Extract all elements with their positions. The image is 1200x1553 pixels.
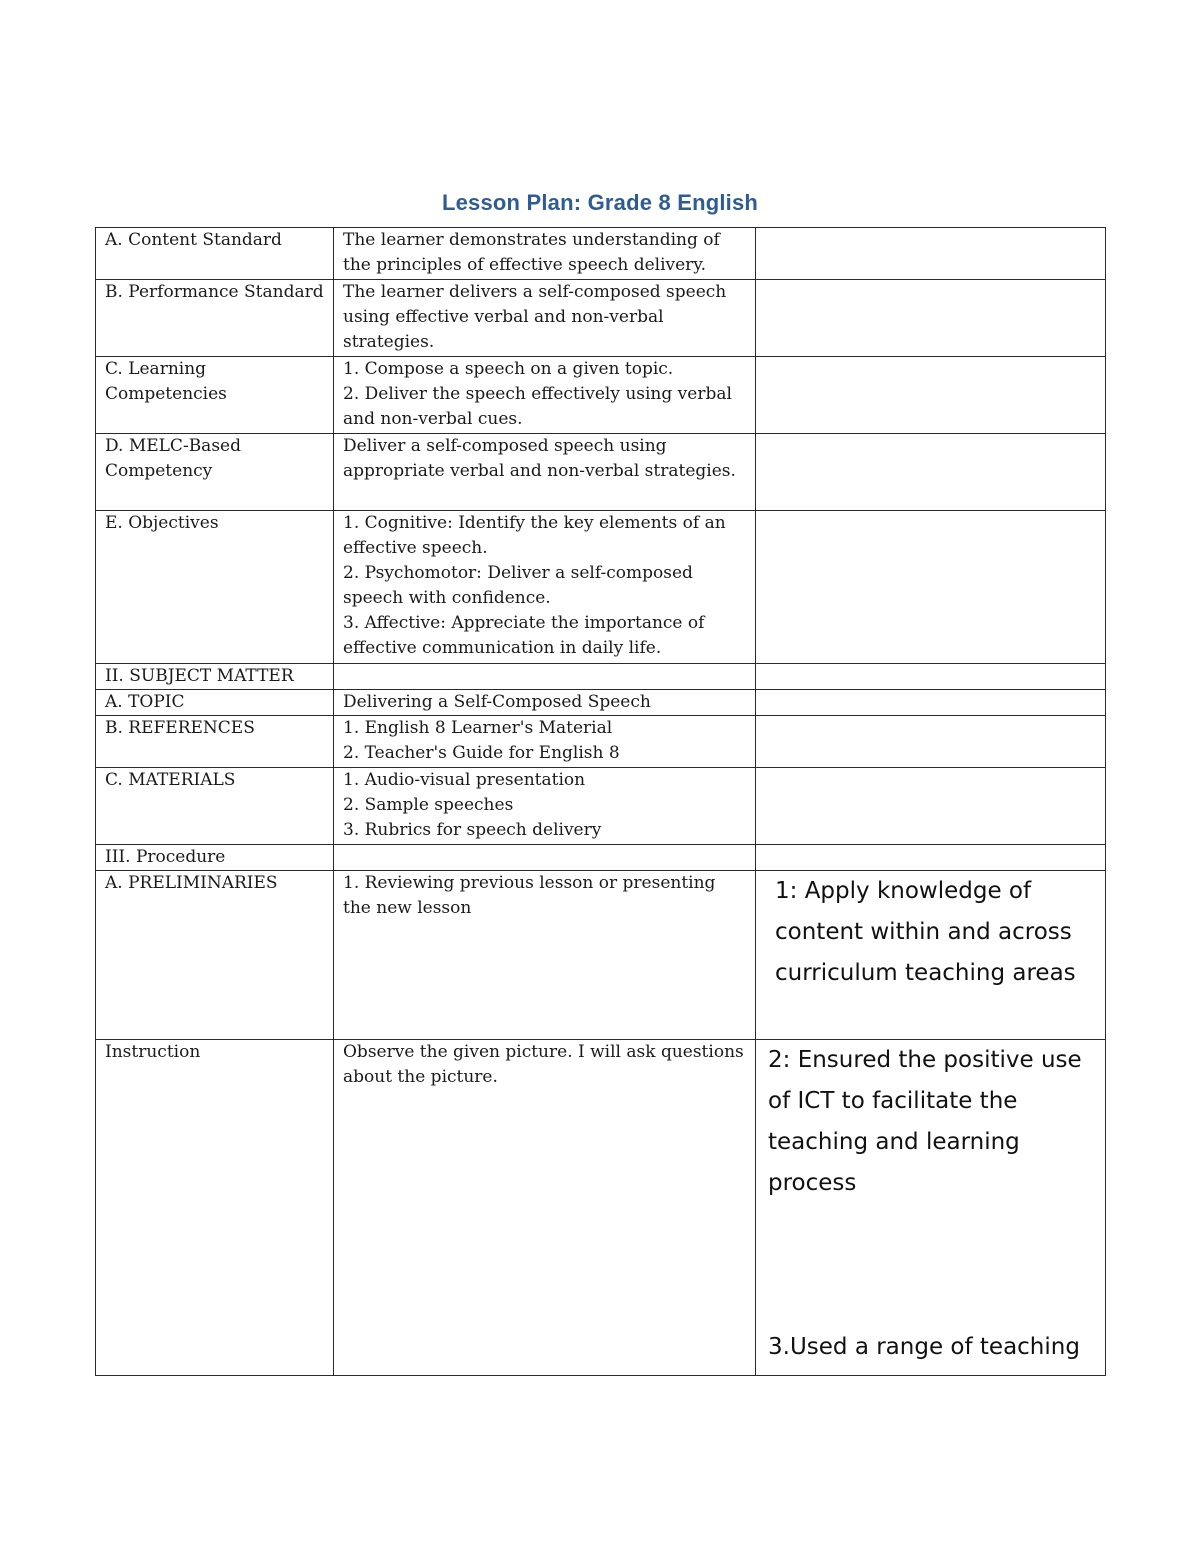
row-notes (756, 664, 1106, 690)
content-line: 1. Cognitive: Identify the key elements of an effective speech. (343, 513, 726, 558)
row-notes (756, 228, 1106, 280)
table-row (96, 357, 1106, 434)
row-notes (756, 511, 1106, 664)
row-content (334, 280, 756, 357)
content-line: 2. Teacher's Guide for English 8 (343, 743, 620, 763)
row-notes (756, 845, 1106, 871)
content-line: Observe the given picture. I will ask questions about the picture. (343, 1042, 744, 1087)
row-content (334, 228, 756, 280)
row-content (334, 768, 756, 845)
table-row (96, 1040, 1106, 1376)
table-row (96, 664, 1106, 690)
page-title: Lesson Plan: Grade 8 English (441, 190, 759, 215)
content-line: Delivering a Self-Composed Speech (343, 692, 651, 712)
table-row (96, 690, 1106, 716)
row-notes (756, 1040, 1106, 1376)
row-label: A. PRELIMINARIES (96, 871, 334, 1040)
row-notes (756, 768, 1106, 845)
row-label: II. SUBJECT MATTER (96, 664, 334, 690)
table-row (96, 280, 1106, 357)
table-row (96, 434, 1106, 511)
row-notes (756, 280, 1106, 357)
row-content (334, 434, 756, 511)
row-label: C. Learning Competencies (96, 357, 334, 434)
row-content (334, 871, 756, 1040)
row-notes (756, 871, 1106, 1040)
blank-space (765, 1204, 1097, 1327)
row-label: E. Objectives (96, 511, 334, 664)
row-content (334, 1040, 756, 1376)
content-line: Deliver a self-composed speech using appropriate verbal and non-verbal strategies. (343, 436, 736, 481)
content-line: 1. English 8 Learner's Material (343, 718, 613, 738)
table-row (96, 845, 1106, 871)
indicator-note: 2: Ensured the positive use of ICT to facilitate the teaching and learning process (768, 1047, 1082, 1196)
content-line: 1. Audio-visual presentation (343, 770, 586, 790)
content-line: The learner delivers a self-composed speech using effective verbal and non-verbal strategies. (343, 282, 727, 352)
row-notes (756, 716, 1106, 768)
row-label: C. MATERIALS (96, 768, 334, 845)
indicator-note: 1: Apply knowledge of content within and across curriculum teaching areas (775, 878, 1076, 986)
row-notes (756, 357, 1106, 434)
row-content (334, 716, 756, 768)
content-line: 1. Reviewing previous lesson or presenting the new lesson (343, 873, 716, 918)
content-line: The learner demonstrates understanding of the principles of effective speech delivery. (343, 230, 720, 275)
row-notes (756, 434, 1106, 511)
content-line: 3. Rubrics for speech delivery (343, 820, 602, 840)
row-label: Instruction (96, 1040, 334, 1376)
content-line: 1. Compose a speech on a given topic. (343, 359, 674, 379)
row-content (334, 357, 756, 434)
row-label: III. Procedure (96, 845, 334, 871)
table-row (96, 228, 1106, 280)
row-label: B. REFERENCES (96, 716, 334, 768)
content-line: 2. Psychomotor: Deliver a self-composed speech with confidence. (343, 563, 693, 608)
table-row (96, 511, 1106, 664)
row-label: A. TOPIC (96, 690, 334, 716)
lesson-plan-table (95, 227, 1106, 1376)
table-row (96, 716, 1106, 768)
row-content (334, 845, 756, 871)
content-line: 2. Sample speeches (343, 795, 514, 815)
row-notes (756, 690, 1106, 716)
row-label: A. Content Standard (96, 228, 334, 280)
content-line: 3. Affective: Appreciate the importance of effective communication in daily life. (343, 613, 705, 658)
row-content (334, 690, 756, 716)
row-label: B. Performance Standard (96, 280, 334, 357)
row-content (334, 664, 756, 690)
indicator-note: 3.Used a range of teaching (768, 1334, 1080, 1360)
table-row (96, 768, 1106, 845)
row-content (334, 511, 756, 664)
table-row (96, 871, 1106, 1040)
content-line: 2. Deliver the speech effectively using verbal and non-verbal cues. (343, 384, 732, 429)
row-label: D. MELC-Based Competency (96, 434, 334, 511)
